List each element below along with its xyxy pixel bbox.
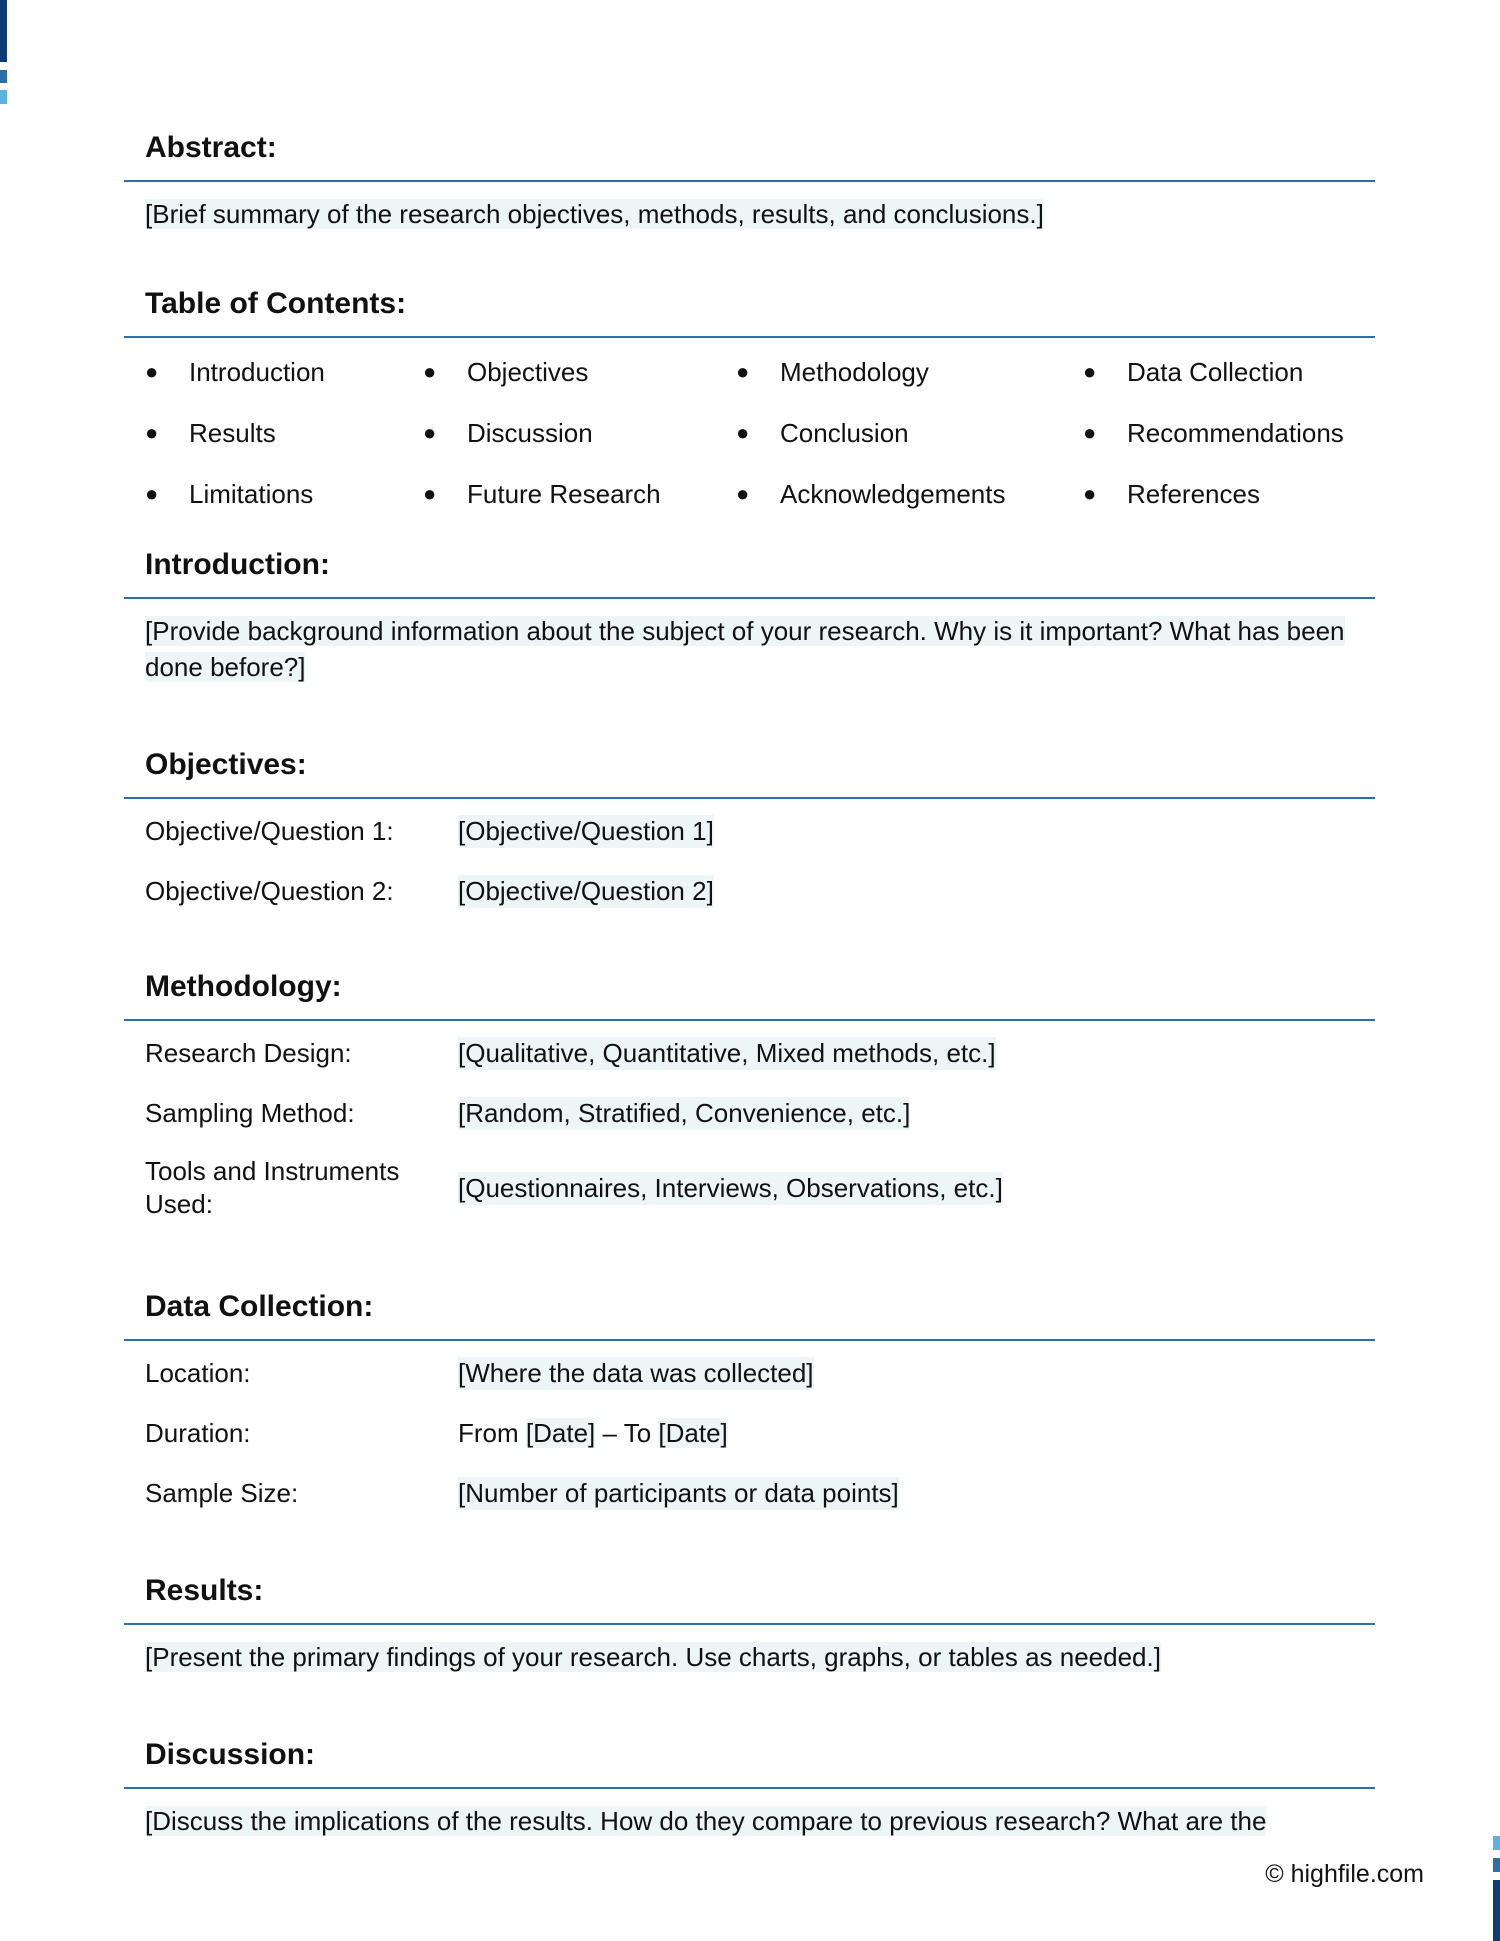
field-value[interactable]: [Objective/Question 1] [458, 815, 714, 846]
objectives-heading: Objectives: [124, 745, 1375, 799]
toc-item[interactable]: ● Methodology [736, 354, 1083, 390]
field-label: Sample Size: [145, 1477, 299, 1508]
field-label: Tools and Instruments Used: [145, 1156, 400, 1219]
duration-value: From [Date] – To [Date] [458, 1417, 728, 1448]
toc-heading: Table of Contents: [124, 284, 1375, 338]
deco-bar-light [0, 90, 7, 104]
toc-list [145, 338, 1354, 512]
bullet-icon: ● [736, 359, 750, 384]
corner-decoration-bottom-right [1492, 1836, 1500, 1941]
abstract-text[interactable]: [Brief summary of the research objectives, methods, results, and conclusions.] [145, 199, 1044, 229]
end-date-field[interactable]: [Date] [658, 1417, 728, 1448]
methodology-row [145, 1095, 1354, 1131]
introduction-heading: Introduction: [124, 545, 1375, 599]
field-label: Objective/Question 1: [145, 815, 394, 846]
data-collection-heading: Data Collection: [124, 1287, 1375, 1341]
deco-bar-dark [1493, 1880, 1500, 1941]
introduction-text[interactable]: [Provide background information about the subject of your research. Why is it important? What has been done before?] [145, 616, 1345, 682]
bullet-icon: ● [1083, 359, 1097, 384]
toc-item[interactable]: ● Acknowledgements [736, 476, 1083, 512]
toc-item[interactable]: ● Limitations [145, 476, 423, 512]
methodology-row [145, 1155, 1354, 1221]
objectives-section [124, 745, 1375, 967]
abstract-heading: Abstract: [124, 128, 1375, 182]
toc-item[interactable]: ● Discussion [423, 415, 736, 451]
bullet-icon: ● [423, 420, 437, 445]
deco-bar-dark [0, 0, 7, 62]
toc-item[interactable]: ● Recommendations [1083, 415, 1383, 451]
discussion-text[interactable]: [Discuss the implications of the results. How do they compare to previous research? What are the [145, 1806, 1267, 1836]
deco-bar-mid [0, 70, 7, 83]
objective-row [145, 873, 1354, 909]
toc-item[interactable]: ● Data Collection [1083, 354, 1383, 390]
toc-item[interactable]: ● References [1083, 476, 1383, 512]
bullet-icon: ● [1083, 481, 1097, 506]
toc-item[interactable]: ● Conclusion [736, 415, 1083, 451]
corner-decoration-top-left [0, 0, 8, 140]
toc-section [124, 284, 1375, 545]
objective-row [145, 813, 1354, 849]
toc-item[interactable]: ● Introduction [145, 354, 423, 390]
field-value[interactable]: [Random, Stratified, Convenience, etc.] [458, 1097, 911, 1128]
methodology-section [124, 967, 1375, 1287]
field-value[interactable]: [Qualitative, Quantitative, Mixed methods, etc.] [458, 1037, 996, 1068]
field-value[interactable]: [Questionnaires, Interviews, Observations, etc.] [458, 1172, 1003, 1203]
field-label: Duration: [145, 1417, 251, 1448]
bullet-icon: ● [145, 481, 159, 506]
data-collection-row [145, 1415, 1354, 1451]
introduction-section [124, 545, 1375, 745]
methodology-row [145, 1035, 1354, 1071]
field-label: Location: [145, 1357, 251, 1388]
results-heading: Results: [124, 1571, 1375, 1625]
methodology-heading: Methodology: [124, 967, 1375, 1021]
field-value[interactable]: [Number of participants or data points] [458, 1477, 899, 1508]
bullet-icon: ● [423, 481, 437, 506]
field-value[interactable]: [Where the data was collected] [458, 1357, 814, 1388]
start-date-field[interactable]: [Date] [525, 1417, 596, 1448]
field-label: Objective/Question 2: [145, 875, 394, 906]
deco-bar-mid [1493, 1858, 1500, 1872]
bullet-icon: ● [423, 359, 437, 384]
toc-item[interactable]: ● Objectives [423, 354, 736, 390]
bullet-icon: ● [1083, 420, 1097, 445]
toc-item[interactable]: ● Future Research [423, 476, 736, 512]
footer-copyright: © highfile.com [1265, 1860, 1424, 1888]
field-label: Research Design: [145, 1037, 352, 1068]
data-collection-row [145, 1475, 1354, 1511]
discussion-heading: Discussion: [124, 1735, 1375, 1789]
document-page [124, 128, 1375, 1839]
results-section [124, 1571, 1375, 1735]
field-value[interactable]: [Objective/Question 2] [458, 875, 714, 906]
abstract-section [124, 128, 1375, 284]
bullet-icon: ● [145, 420, 159, 445]
deco-bar-light [1493, 1836, 1500, 1850]
toc-item[interactable]: ● Results [145, 415, 423, 451]
bullet-icon: ● [145, 359, 159, 384]
results-text[interactable]: [Present the primary findings of your research. Use charts, graphs, or tables as needed.] [145, 1642, 1161, 1672]
bullet-icon: ● [736, 420, 750, 445]
data-collection-row [145, 1355, 1354, 1391]
bullet-icon: ● [736, 481, 750, 506]
field-label: Sampling Method: [145, 1097, 355, 1128]
discussion-section [124, 1735, 1375, 1839]
data-collection-section [124, 1287, 1375, 1571]
